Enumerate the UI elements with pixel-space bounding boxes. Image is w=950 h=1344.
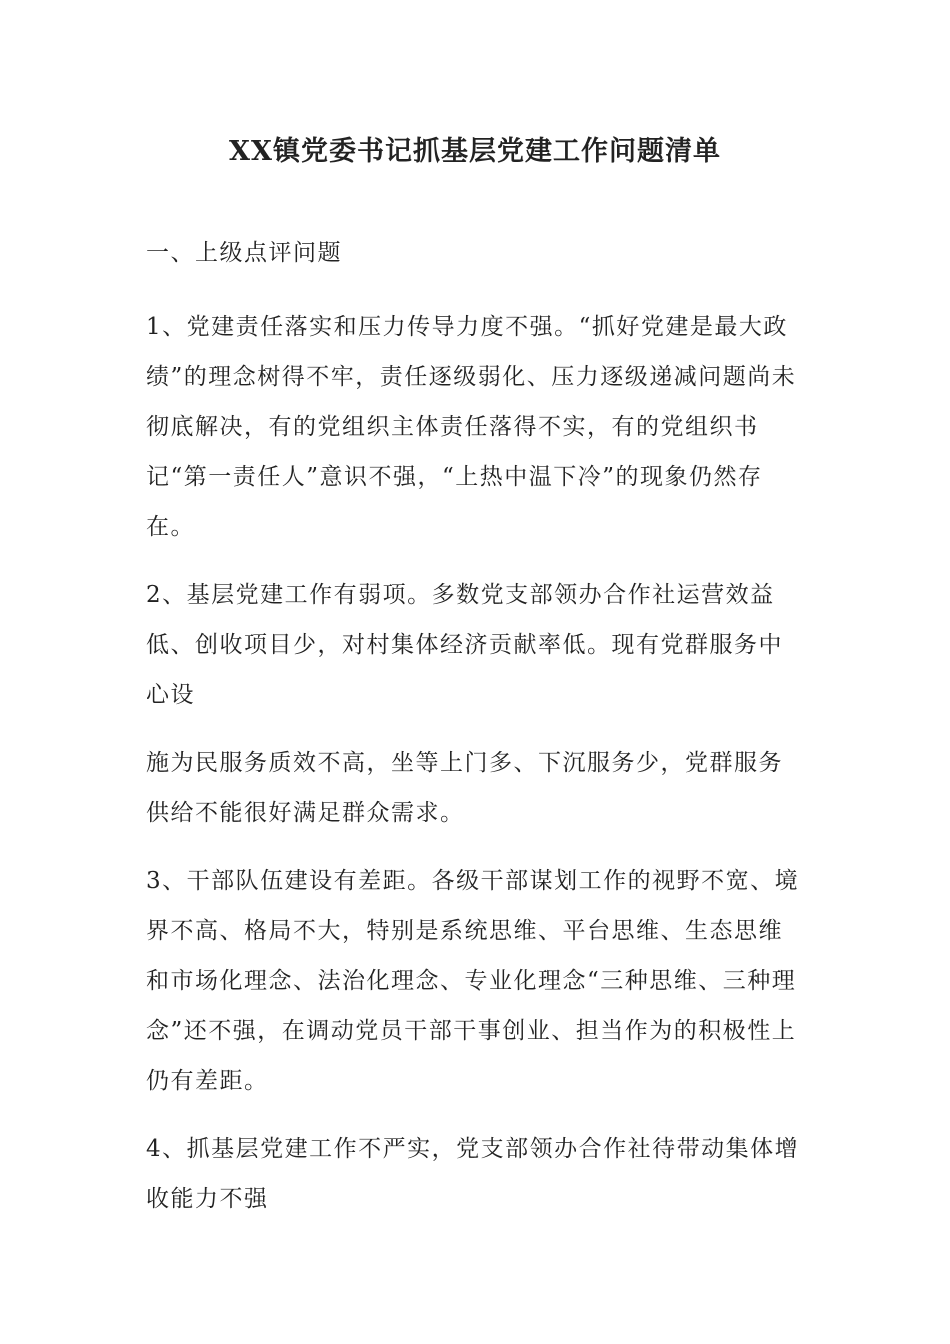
paragraph-1: 1、党建责任落实和压力传导力度不强。“抓好党建是最大政绩”的理念树得不牢，责任逐级弱化、压力逐级递减问题尚未彻底解决，有的党组织主体责任落得不实，有的党组织书记“第一责任人”意识不强，“上热中温下冷”的现象仍然存在。 xyxy=(146,314,797,540)
document-title: XX镇党委书记抓基层党建工作问题清单 xyxy=(229,136,721,167)
paragraph-2: 2、基层党建工作有弱项。多数党支部领办合作社运营效益低、创收项目少，对村集体经济贡献率低。现有党群服务中心设 xyxy=(146,582,783,708)
document-body xyxy=(146,228,806,1242)
paragraph-2-continued: 施为民服务质效不高，坐等上门多、下沉服务少，党群服务供给不能很好满足群众需求。 xyxy=(146,750,783,826)
section-heading: 一、上级点评问题 xyxy=(146,240,342,266)
paragraph-3: 3、干部队伍建设有差距。各级干部谋划工作的视野不宽、境界不高、格局不大，特别是系统思维、平台思维、生态思维和市场化理念、法治化理念、专业化理念“三种思维、三种理念”还不强，在调动党员干部干事创业、担当作为的积极性上仍有差距。 xyxy=(146,868,800,1094)
paragraph-4: 4、抓基层党建工作不严实，党支部领办合作社待带动集体增收能力不强 xyxy=(146,1136,800,1212)
